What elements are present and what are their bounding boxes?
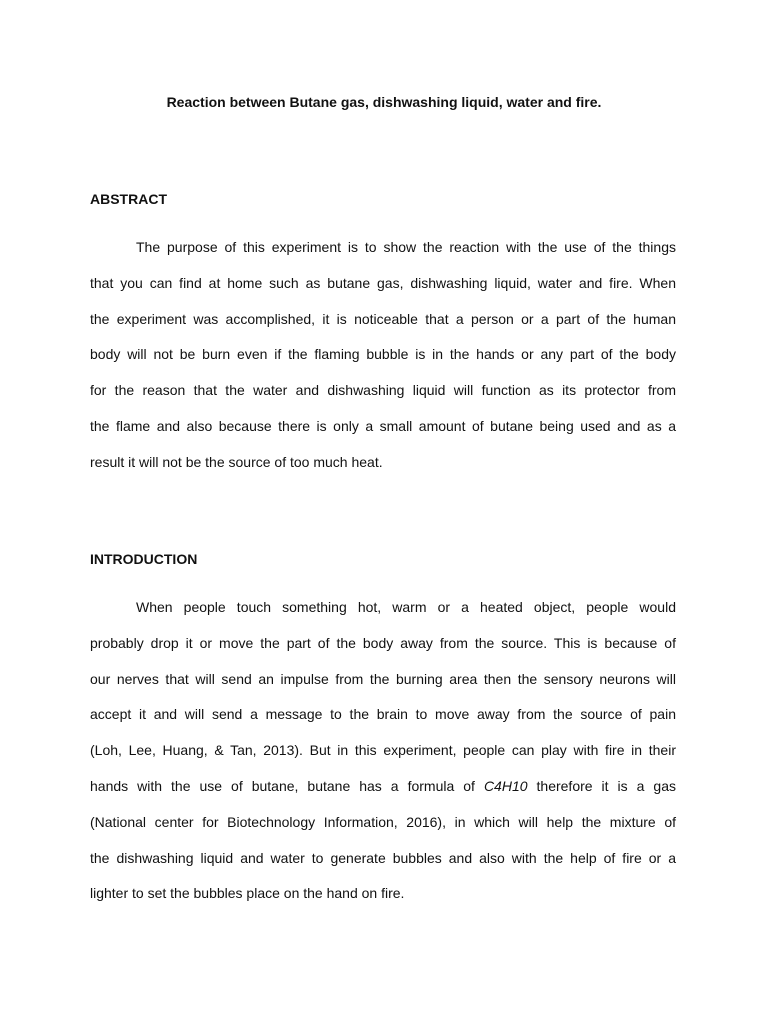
paragraph-line: (Loh, Lee, Huang, & Tan, 2013). But in this experiment, people can play with fire in their: [90, 742, 676, 759]
paragraph-line: lighter to set the bubbles place on the hand on fire.: [90, 885, 405, 902]
line-text-after: therefore it is a gas: [527, 777, 676, 794]
paragraph-line: the flame and also because there is only a small amount of butane being used and as a: [90, 417, 676, 434]
paragraph-line-formula: [90, 769, 676, 805]
paragraph-line: accept it and will send a message to the brain to move away from the source of pain: [90, 706, 676, 723]
paragraph-line: body will not be burn even if the flaming bubble is in the hands or any part of the body: [90, 346, 676, 363]
section-heading-abstract: ABSTRACT: [90, 191, 167, 207]
paragraph-line: that you can find at home such as butane gas, dishwashing liquid, water and fire. When: [90, 274, 676, 291]
paragraph-line: probably drop it or move the part of the body away from the source. This is because of: [90, 634, 676, 651]
line-text-before: hands with the use of butane, butane has a formula of: [90, 777, 484, 794]
paragraph-line: When people touch something hot, warm or a heated object, people would: [136, 599, 676, 615]
chemical-formula: C4H10: [483, 777, 528, 794]
section-heading-introduction: INTRODUCTION: [90, 551, 198, 567]
paragraph-line: (National center for Biotechnology Information, 2016), in which will help the mixture of: [90, 813, 676, 830]
paragraph-line: result it will not be the source of too much heat.: [90, 453, 383, 470]
paragraph-line: the experiment was accomplished, it is noticeable that a person or a part of the human: [90, 310, 676, 327]
abstract-paragraph: [90, 230, 676, 481]
paragraph-line: for the reason that the water and dishwashing liquid will function as its protector from: [90, 382, 676, 399]
document-title: Reaction between Butane gas, dishwashing liquid, water and fire.: [166, 94, 602, 110]
paragraph-line: the dishwashing liquid and water to generate bubbles and also with the help of fire or a: [90, 849, 676, 866]
paragraph-line: our nerves that will send an impulse from the burning area then the sensory neurons will: [90, 670, 676, 687]
introduction-paragraph: [90, 590, 676, 912]
paragraph-line: The purpose of this experiment is to show the reaction with the use of the things: [136, 239, 676, 255]
